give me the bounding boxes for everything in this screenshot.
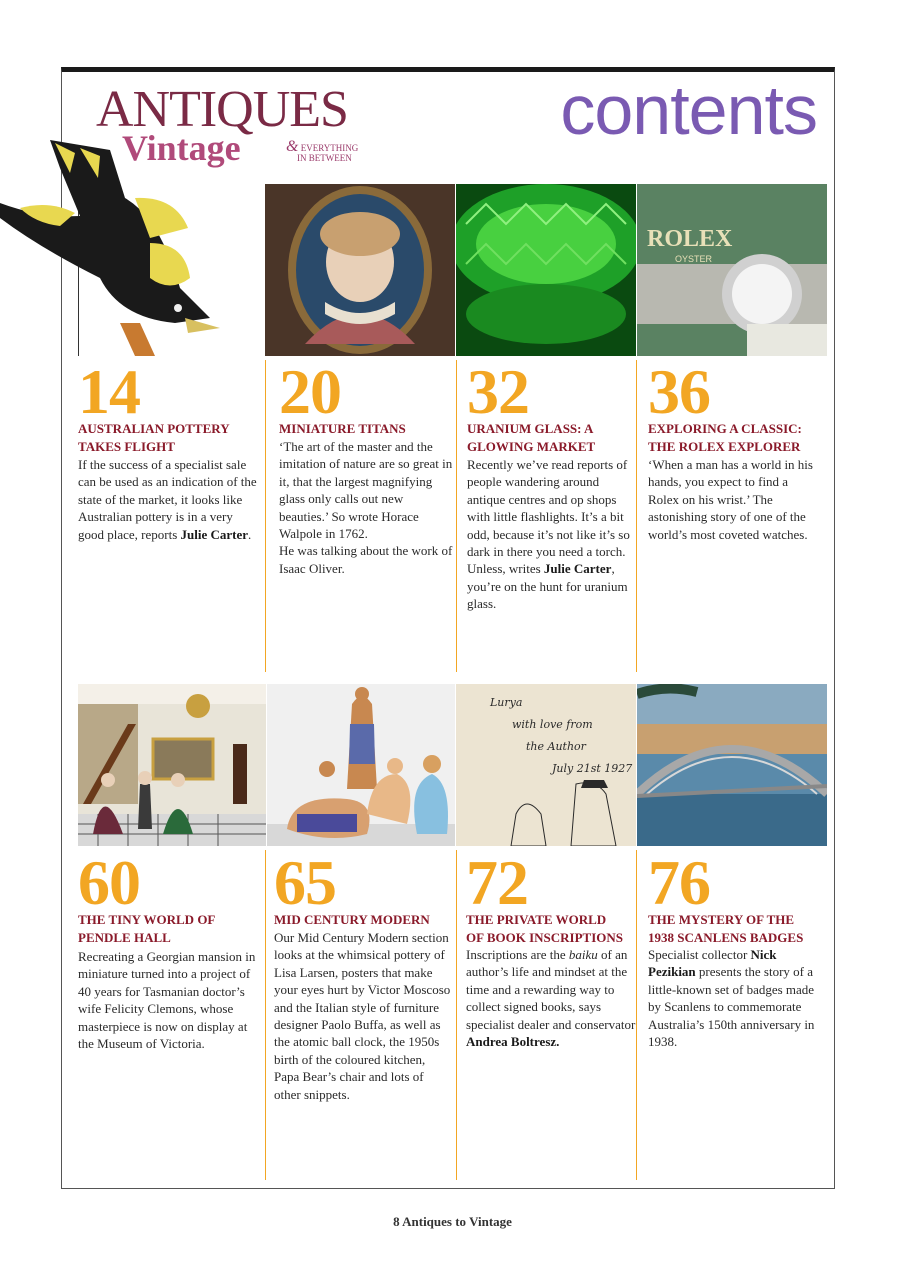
logo-vintage: Vintage bbox=[122, 128, 241, 168]
entry-description bbox=[648, 946, 816, 1050]
entry-title-line: MINIATURE TITANS bbox=[279, 421, 406, 436]
entry-title-line: THE PRIVATE WORLD bbox=[466, 912, 607, 927]
inscription-line: July 21st 1927 bbox=[552, 762, 633, 775]
photo-uranium-glass bbox=[456, 184, 636, 356]
entry-text: of an author’s life and mindset at the time and a rewarding way to collect signed books, says specialist dealer and conservator bbox=[466, 947, 636, 1032]
inscription-line: Lurya bbox=[490, 696, 523, 709]
entry-title[interactable] bbox=[78, 420, 264, 456]
logo-tagline bbox=[286, 138, 359, 163]
entry-title-line: URANIUM GLASS: A bbox=[467, 421, 594, 436]
entry-title[interactable] bbox=[274, 911, 454, 929]
column-divider bbox=[636, 850, 637, 1180]
entry-title-line: AUSTRALIAN POTTERY bbox=[78, 421, 230, 436]
entry-title[interactable] bbox=[466, 911, 636, 947]
page-number-60: 60 bbox=[78, 847, 140, 918]
entry-text: Recently we’ve read reports of people wandering around antique centres and op shops with little flashlights. It’s a bit odd, because it’s not like it’s so dark in there you need a torch. Unless, writes bbox=[467, 457, 630, 577]
entry-title-line: THE MYSTERY OF THE bbox=[648, 912, 795, 927]
footer-page-number: 8 bbox=[393, 1214, 400, 1229]
column-divider bbox=[636, 360, 637, 672]
entry-emphasis: baiku bbox=[568, 947, 598, 962]
page-number-32: 32 bbox=[467, 356, 529, 427]
entry-title[interactable] bbox=[279, 420, 455, 438]
page-number-36: 36 bbox=[648, 356, 710, 427]
page-number-76: 76 bbox=[648, 847, 710, 918]
entry-title-line: OF BOOK INSCRIPTIONS bbox=[466, 930, 623, 945]
page-number-14: 14 bbox=[78, 356, 140, 427]
entry-description bbox=[648, 456, 820, 543]
column-divider bbox=[456, 850, 457, 1180]
entry-author: Andrea Boltresz. bbox=[466, 1034, 560, 1050]
entry-description bbox=[279, 438, 453, 577]
entry-description bbox=[78, 948, 262, 1052]
entry-description bbox=[78, 456, 262, 543]
entry-text: If the success of a specialist sale can be used as an indication of the state of the market, it looks like Australian pottery is in a very good place, reports bbox=[78, 457, 257, 542]
inscription-line: with love from bbox=[512, 718, 593, 731]
entry-title[interactable] bbox=[78, 911, 264, 947]
rolex-logo-text: ROLEX bbox=[647, 226, 733, 252]
page-footer bbox=[0, 1214, 905, 1230]
logo-tag-1: EVERYTHING bbox=[300, 143, 359, 153]
photo-book-inscription bbox=[456, 684, 636, 846]
column-divider bbox=[265, 850, 266, 1180]
entry-text: ‘The art of the master and the imitation of nature are so great in it, that the largest magnifying glass only calls out new beauties.’ So wrote Horace Walpole in 1762. bbox=[279, 439, 453, 542]
entry-text: He was talking about the work of Isaac Oliver. bbox=[279, 543, 453, 576]
footer-magazine-name: Antiques to Vintage bbox=[402, 1214, 512, 1229]
entry-text: ‘When a man has a world in his hands, you expect to find a Rolex on his wrist.’ The astonishing story of one of the world’s most coveted watches. bbox=[648, 457, 813, 542]
column-divider bbox=[265, 360, 266, 672]
entry-text: Specialist collector bbox=[648, 947, 751, 962]
photo-rolex bbox=[637, 184, 827, 356]
entry-title[interactable] bbox=[648, 420, 824, 456]
entry-title-line: MID CENTURY MODERN bbox=[274, 912, 430, 927]
page-title: contents bbox=[560, 71, 817, 149]
entry-text: , you’re on the hunt for uranium glass. bbox=[467, 561, 628, 612]
column-divider bbox=[456, 360, 457, 672]
photo-lisa-larsen-pottery bbox=[267, 684, 455, 846]
logo-amp: & bbox=[286, 138, 299, 155]
entry-text: . bbox=[248, 526, 252, 542]
entry-text: Recreating a Georgian mansion in miniature turned into a project of 40 years for Tasmanian doctor’s wife Felicity Clemons, whose masterpiece is now on display at the Museum of Victoria. bbox=[78, 949, 256, 1052]
entry-title[interactable] bbox=[467, 420, 635, 456]
photo-miniature-portrait bbox=[265, 184, 455, 356]
photo-dolls-house bbox=[78, 684, 266, 846]
entry-text: Inscriptions are the bbox=[466, 947, 569, 962]
entry-description bbox=[466, 946, 636, 1050]
photo-scanlens-badge bbox=[637, 684, 827, 846]
entry-description bbox=[467, 456, 635, 613]
page-number-72: 72 bbox=[466, 847, 528, 918]
entry-title-line: 1938 SCANLENS BADGES bbox=[648, 930, 804, 945]
entry-title-line: TAKES FLIGHT bbox=[78, 439, 175, 454]
entry-title-line: PENDLE HALL bbox=[78, 930, 171, 945]
entry-author: Julie Carter bbox=[543, 561, 612, 577]
entry-title-line: EXPLORING A CLASSIC: bbox=[648, 421, 802, 436]
entry-text: presents the story of a little-known set of badges made by Scanlens to commemorate Australia’s 150th anniversary in 1938. bbox=[648, 964, 815, 1050]
page-number-65: 65 bbox=[274, 847, 336, 918]
entry-title-line: THE ROLEX EXPLORER bbox=[648, 439, 801, 454]
pottery-bird-figure bbox=[0, 128, 222, 356]
logo-antiques: ANTIQUES bbox=[96, 81, 348, 138]
entry-author: Nick Pezikian bbox=[648, 947, 777, 980]
entry-description bbox=[274, 929, 452, 1103]
entry-title-line: THE TINY WORLD OF bbox=[78, 912, 216, 927]
inscription-line: the Author bbox=[526, 740, 586, 753]
entry-text: Our Mid Century Modern section looks at the whimsical pottery of Lisa Larsen, posters that make your eyes hurt by Victor Moscoso and the Italian style of furniture designer Paolo Buffa, as well as the atomic ball clock, the 1950s birth of the coloured kitchen, Papa Bear’s chair and lots of other snippets. bbox=[274, 930, 451, 1102]
entry-title-line: GLOWING MARKET bbox=[467, 439, 596, 454]
logo-tag-2: IN BETWEEN bbox=[297, 153, 352, 163]
rolex-oyster-text: OYSTER bbox=[675, 254, 713, 264]
entry-title[interactable] bbox=[648, 911, 826, 947]
page-number-20: 20 bbox=[279, 356, 341, 427]
entry-author: Julie Carter bbox=[180, 526, 249, 542]
